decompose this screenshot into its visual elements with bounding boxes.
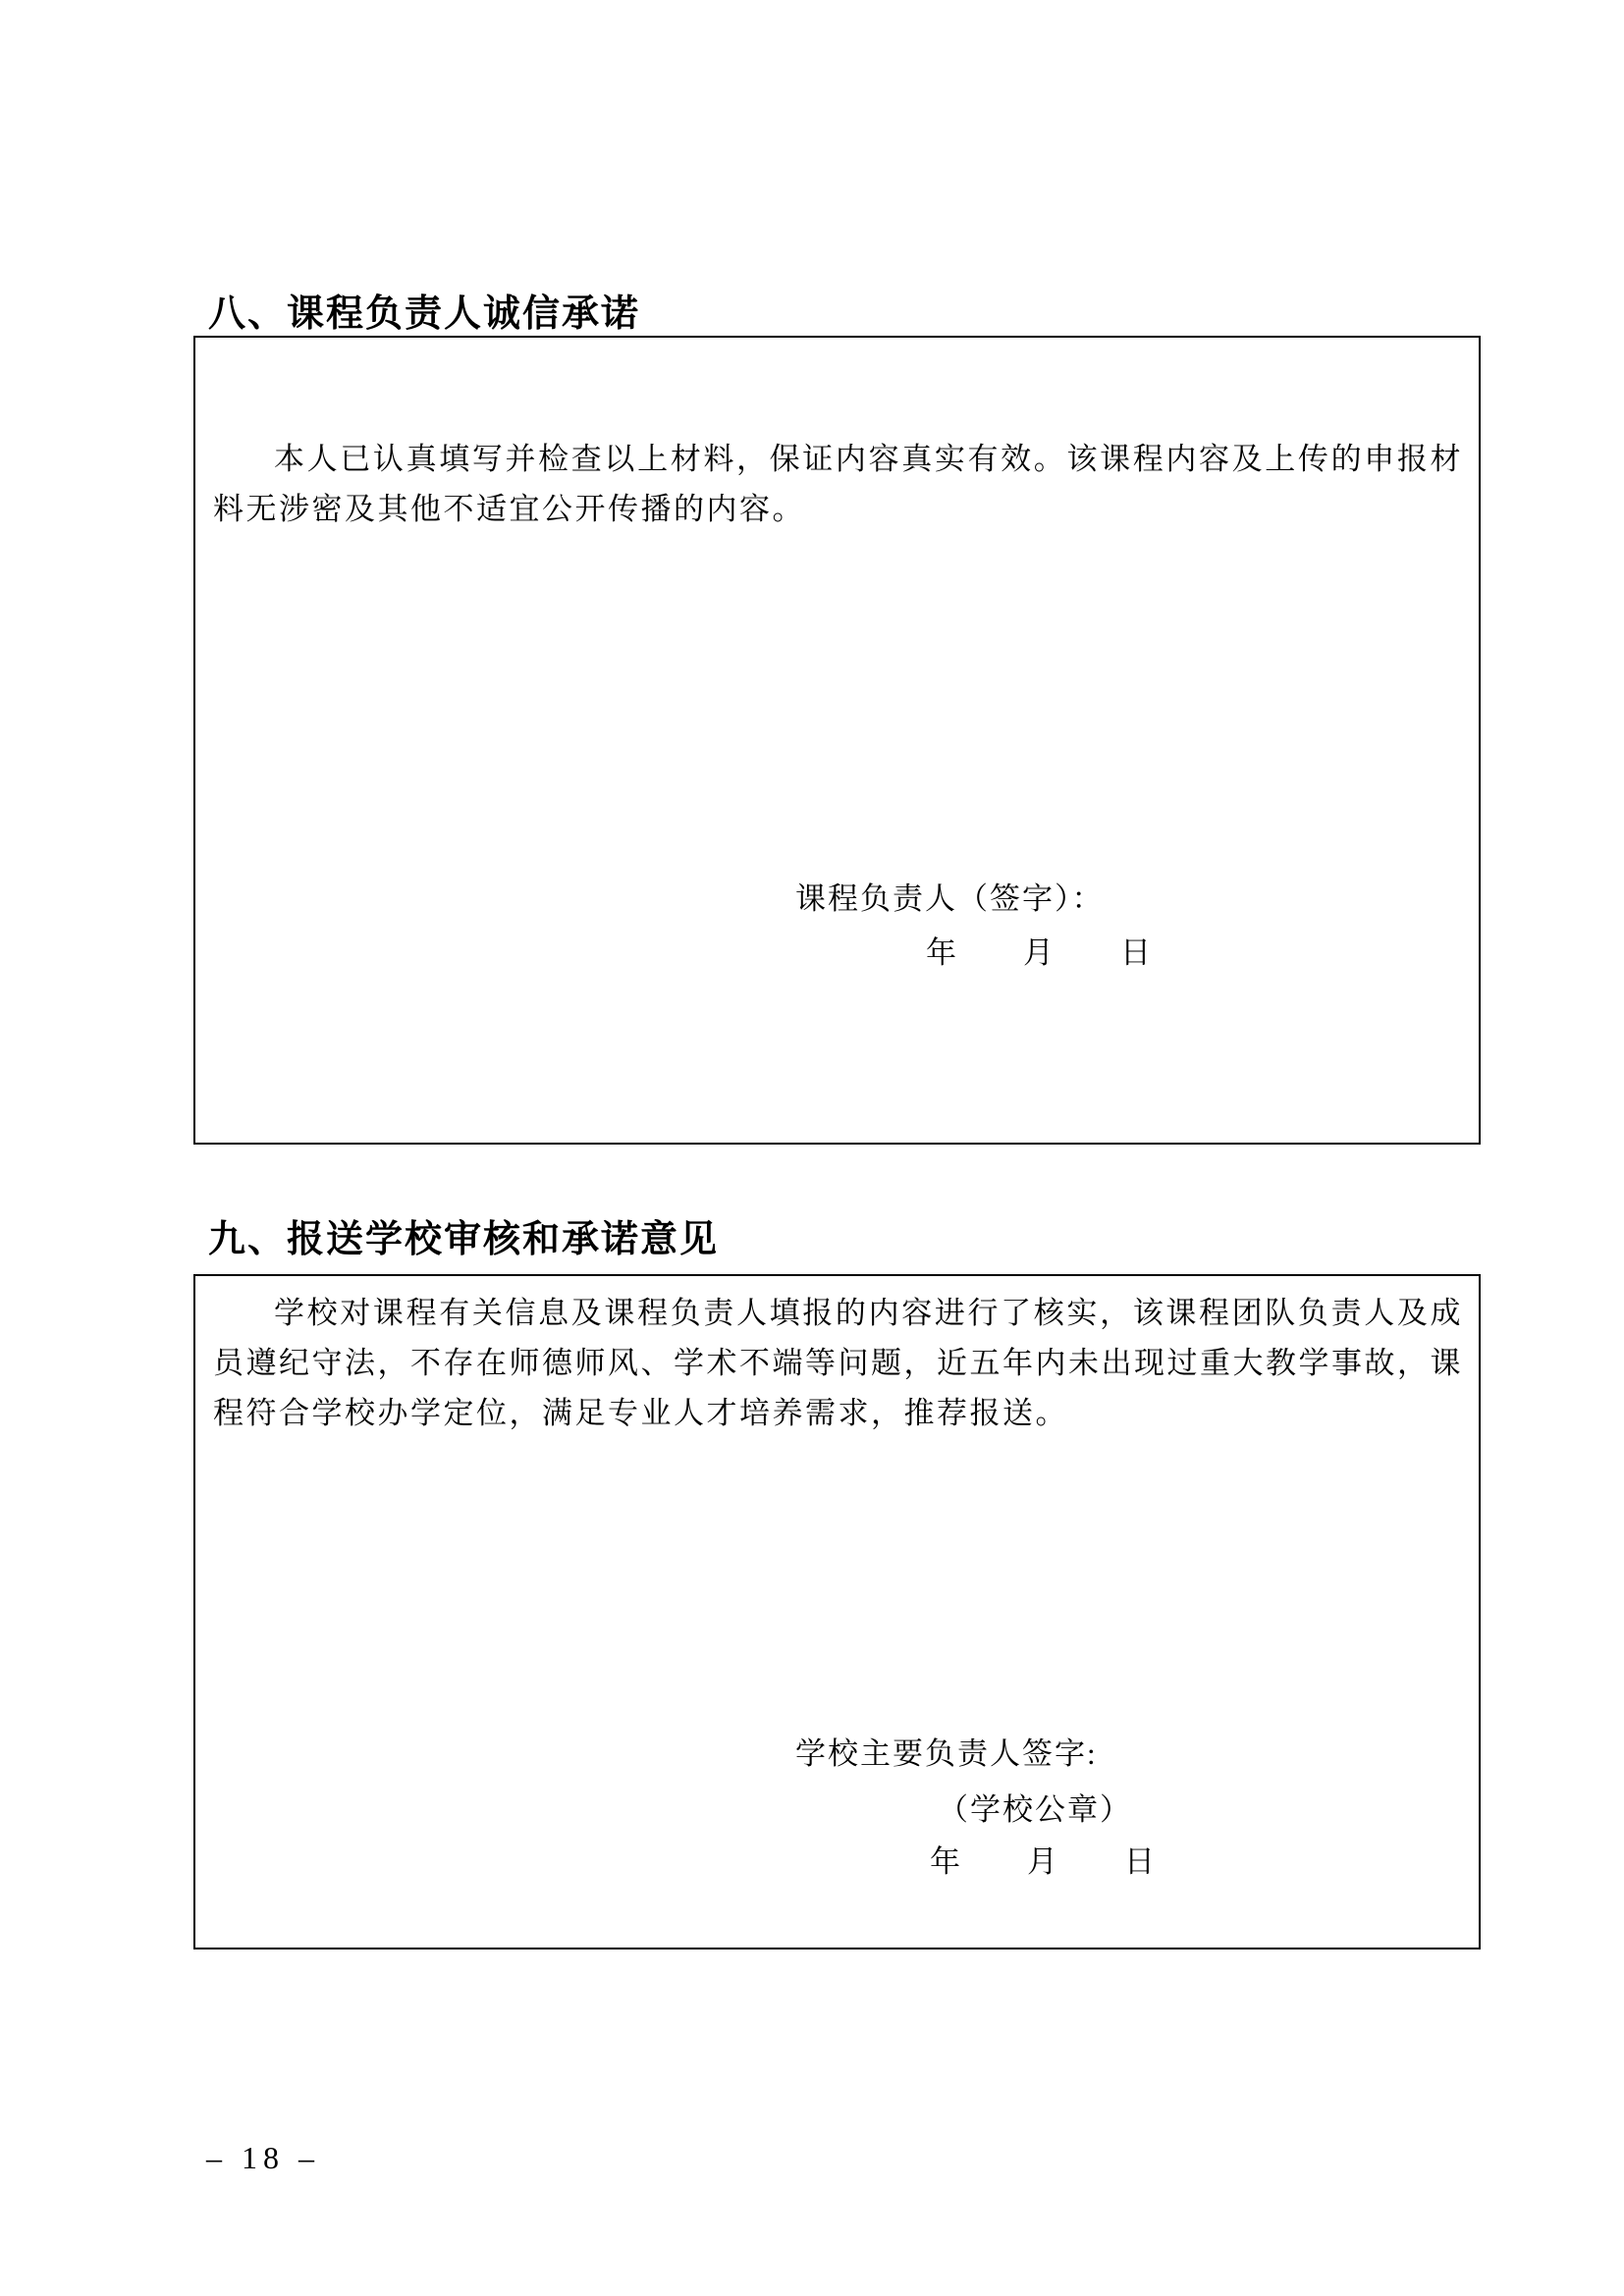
section8-commitment-box [193, 336, 1481, 1145]
section9-body-paragraph: 学校对课程有关信息及课程负责人填报的内容进行了核实，该课程团队负责人及成员遵纪守法，不存在师德师风、学术不端等问题，近五年内未出现过重大教学事故，课程符合学校办学定位，满足专业人才培养需求，推荐报送。 [213, 1296, 1463, 1430]
section9-seal-label: （学校公章） [938, 1792, 1132, 1827]
section8-title: 八、课程负责人诚信承诺 [208, 294, 641, 335]
section8-signature-label: 课程负责人（签字）： [795, 881, 1105, 916]
section9-review-box [193, 1274, 1481, 1949]
section9-signature-label: 学校主要负责人签字: [795, 1736, 1098, 1771]
section9-date-line: 年 月 日 [930, 1844, 1157, 1879]
section8-date-line: 年 月 日 [926, 935, 1153, 970]
section9-title: 九、报送学校审核和承诺意见 [208, 1219, 720, 1260]
section8-body-paragraph: 本人已认真填写并检查以上材料，保证内容真实有效。该课程内容及上传的申报材料无涉密及其他不适宜公开传播的内容。 [213, 442, 1463, 526]
page-number: – 18 – [206, 2140, 320, 2175]
